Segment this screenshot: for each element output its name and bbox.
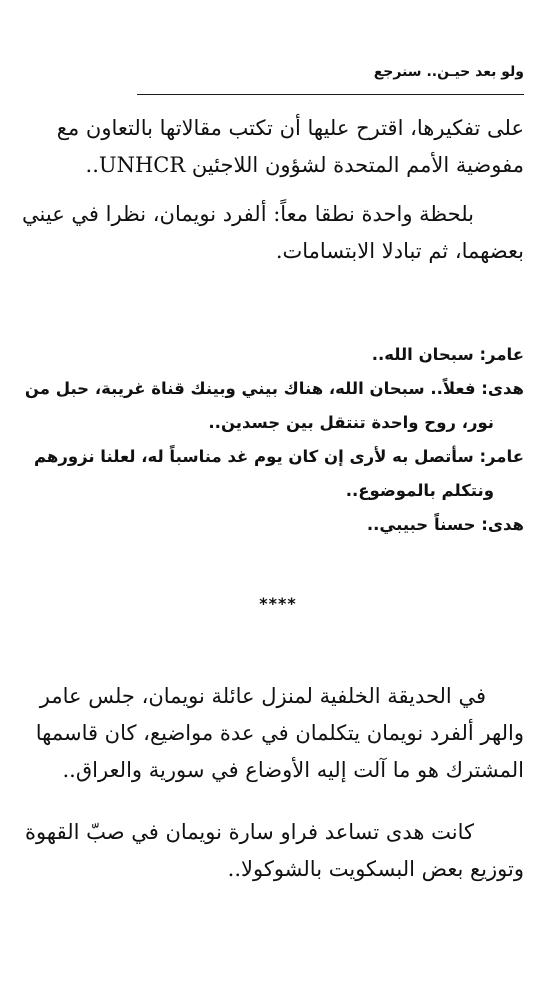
dialogue-block <box>24 338 524 542</box>
header-rule <box>137 94 524 95</box>
dialogue-line: عامر: سبحان الله.. <box>371 345 524 364</box>
paragraph-2 <box>22 196 524 270</box>
paragraph-3 <box>28 678 524 789</box>
section-separator: **** <box>259 594 297 613</box>
dialogue-line: ونتكلم بالموضوع.. <box>345 481 494 500</box>
paragraph-4 <box>25 814 524 888</box>
paragraph-line: بعضهما، ثم تبادلا الابتسامات. <box>275 239 524 263</box>
dialogue-line: عامر: سأتصل به لأرى إن كان يوم غد مناسباً له، لعلنا نزورهم <box>33 447 524 466</box>
paragraph-line: على تفكيرها، اقترح عليها أن تكتب مقالاتها بالتعاون مع <box>56 116 524 140</box>
paragraph-line: بلحظة واحدة نطقا معاً: ألفرد نويمان، نظرا في عيني <box>22 202 474 226</box>
dialogue-line: هدى: فعلاً.. سبحان الله، هناك بيني وبينك قناة غريبة، حبل من <box>24 379 524 398</box>
running-header: ولو بعد حيـن.. سنرجع <box>373 64 524 80</box>
paragraph-line: في الحديقة الخلفية لمنزل عائلة نويمان، جلس عامر <box>39 684 486 708</box>
dialogue-line: نور، روح واحدة تنتقل بين جسدين.. <box>208 413 494 432</box>
paragraph-line: والهر ألفرد نويمان يتكلمان في عدة مواضيع، كان قاسمها <box>35 721 524 745</box>
paragraph-line: المشترك هو ما آلت إليه الأوضاع في سورية والعراق.. <box>62 758 524 782</box>
paragraph-line: مفوضية الأمم المتحدة لشؤون اللاجئين UNHCR.. <box>85 153 524 177</box>
paragraph-line: وتوزيع بعض البسكويت بالشوكولا.. <box>227 857 524 881</box>
paragraph-line: كانت هدى تساعد فراو سارة نويمان في صبّ القهوة <box>25 820 474 844</box>
dialogue-line: هدى: حسناً حبيبي.. <box>366 515 524 534</box>
paragraph-1 <box>28 110 524 184</box>
